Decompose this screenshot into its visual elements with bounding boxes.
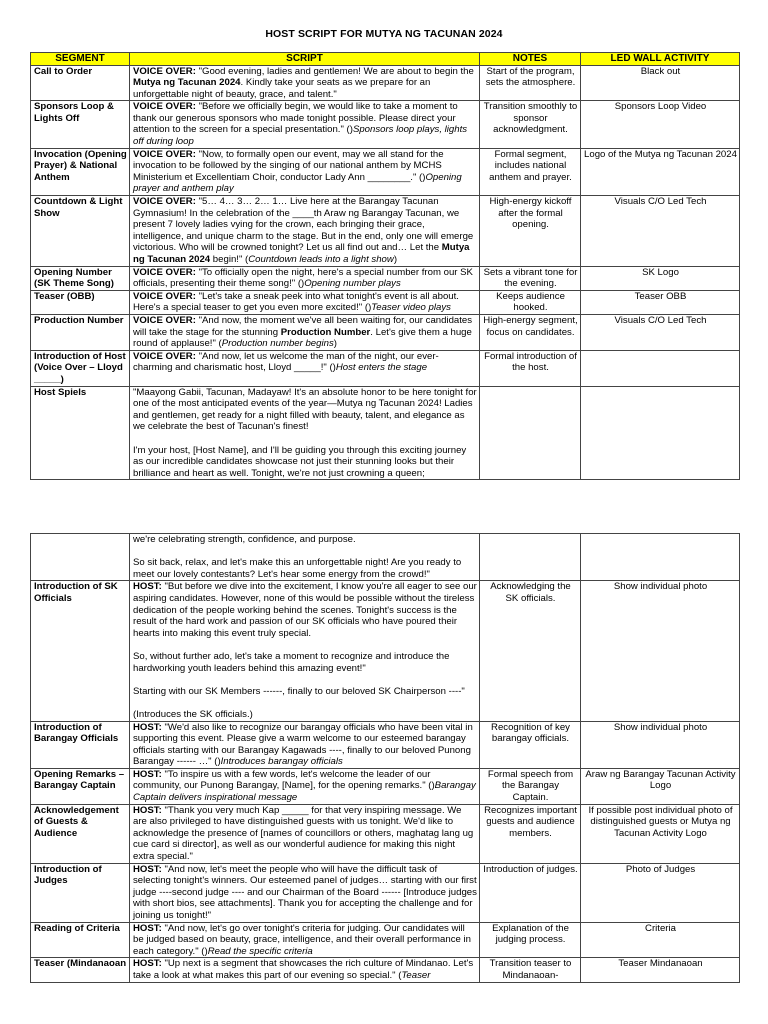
- script-text: . Kindly take your seats as we prepare for an unforgettable night of beauty, grace, and talent.": [133, 77, 431, 100]
- script-text: ): [431, 780, 435, 792]
- script-text: VOICE OVER:: [133, 101, 196, 113]
- led-cell: Show individual photo: [581, 721, 740, 768]
- script-text: "To inspire us with a few words, let's welcome the leader of our community, our Punong Barangay, [Name], for the opening remarks." (: [133, 768, 432, 792]
- script-text: Mutya ng Tacunan 2024: [133, 77, 241, 89]
- script-text: ): [217, 756, 221, 768]
- table-row: [31, 768, 740, 804]
- script-cell: [130, 290, 480, 314]
- segment-cell: Opening Remarks – Barangay Captain: [31, 768, 130, 804]
- led-cell: Sponsors Loop Video: [581, 101, 740, 148]
- table-row: [31, 350, 740, 386]
- segment-cell: Host Spiels: [31, 386, 130, 480]
- script-text: HOST:: [133, 768, 162, 780]
- notes-cell: Transition teaser to Mindanaoan-: [480, 958, 581, 982]
- segment-cell: [31, 534, 130, 581]
- script-text: "And now, let us welcome the man of the night, our ever-charming and charismatic host, Lloyd _____!" (: [133, 350, 439, 374]
- script-cell: [130, 534, 480, 581]
- script-text: "But before we dive into the excitement, I know you're all eager to see our aspiring candidates. However, none of this would be possible without the tireless dedication of the people working behind the scenes. Tonight's success is the result of the hard work and passion of our SK officials who have poured their hearts into making this event truly special.: [133, 581, 477, 639]
- segment-cell: Opening Number (SK Theme Song): [31, 266, 130, 290]
- table-row: [31, 101, 740, 148]
- script-text: ): [422, 171, 426, 183]
- script-text: ): [368, 302, 372, 314]
- led-cell: Visuals C/O Led Tech: [581, 196, 740, 267]
- table-row: [31, 922, 740, 958]
- script-text: VOICE OVER:: [133, 148, 196, 160]
- table-row: [31, 581, 740, 721]
- script-text: "Good evening, ladies and gentlemen! We are about to begin the: [195, 65, 474, 77]
- script-text: begin!" (: [210, 254, 249, 265]
- script-paragraph: Starting with our SK Members ------, finally to our beloved SK Chairperson ----": [133, 685, 465, 697]
- script-cell: [130, 721, 480, 768]
- notes-cell: Formal speech from the Barangay Captain.: [480, 768, 581, 804]
- segment-cell: Introduction of Barangay Officials: [31, 721, 130, 768]
- notes-cell: [480, 386, 581, 480]
- script-cell: [130, 196, 480, 267]
- script-text: Production number begins: [221, 338, 334, 350]
- script-text: Introduces barangay officials: [220, 756, 343, 768]
- script-text: VOICE OVER:: [133, 314, 196, 326]
- script-text: ): [204, 945, 208, 957]
- segment-cell: Sponsors Loop & Lights Off: [31, 101, 130, 148]
- script-text: VOICE OVER:: [133, 196, 196, 208]
- script-text: "5… 4… 3… 2… 1… Live here at the Barangay Tacunan Gymnasium! In the celebration of the ____th Araw ng Barangay Tacunan, we present 7 lovely ladies vying for the crown, each bringing their grace, intelligence, and unique charm to the stage. But in the end, only one will emerge victorious. Who will be crowned tonight? Let us all find out and… Let the: [133, 196, 474, 254]
- script-paragraph: we're celebrating strength, confidence, and purpose.: [133, 534, 356, 545]
- script-cell: [130, 922, 480, 958]
- script-text: Host enters the stage: [335, 362, 428, 374]
- script-paragraph: So sit back, relax, and let's make this an unforgettable night! Are you ready to meet our lovely contestants? Let's hear some energy from the crowd!": [133, 557, 462, 580]
- segment-cell: Production Number: [31, 314, 130, 350]
- script-text: HOST:: [133, 721, 162, 733]
- table-row: [31, 534, 740, 581]
- segment-cell: Introduction of Host (Voice Over – Lloyd _____): [31, 350, 130, 386]
- led-cell: Logo of the Mutya ng Tacunan 2024: [581, 148, 740, 195]
- header-led: LED WALL ACTIVITY: [581, 53, 740, 66]
- script-text: Mutya ng Tacunan 2024: [133, 242, 470, 265]
- script-cell: [130, 65, 480, 101]
- led-cell: Araw ng Barangay Tacunan Activity Logo: [581, 768, 740, 804]
- led-cell: Visuals C/O Led Tech: [581, 314, 740, 350]
- led-cell: Teaser OBB: [581, 290, 740, 314]
- notes-cell: Formal introduction of the host.: [480, 350, 581, 386]
- script-text: Opening prayer and anthem play: [133, 171, 462, 195]
- table-row: [31, 196, 740, 267]
- script-text: HOST:: [133, 804, 162, 816]
- script-paragraph: I'm your host, [Host Name], and I'll be guiding you through this exciting journey as our incredible candidates showcase not just their stunning looks but their brilliance and heart as well. Tonight, we're not just crowning a queen;: [133, 444, 467, 479]
- notes-cell: High-energy segment, focus on candidates.: [480, 314, 581, 350]
- notes-cell: Formal segment, includes national anthem and prayer.: [480, 148, 581, 195]
- script-text: Opening number plays: [304, 278, 401, 290]
- script-cell: [130, 266, 480, 290]
- script-text: "Up next is a segment that showcases the rich culture of Mindanao. Let's take a look at what makes this part of our evening so special." (: [133, 958, 474, 981]
- segment-cell: Countdown & Light Show: [31, 196, 130, 267]
- led-cell: [581, 534, 740, 581]
- script-text: Sponsors loop plays, lights off during loop: [133, 124, 468, 148]
- script-text: "Let's take a sneak peek into what tonight's event is all about. Here's a special teaser to get you even more excited!" (: [133, 290, 459, 314]
- script-table-page-1: [30, 52, 740, 480]
- header-segment: SEGMENT: [31, 53, 130, 66]
- notes-cell: Explanation of the judging process.: [480, 922, 581, 958]
- script-text: "To officially open the night, here's a special number from our SK officials, presenting their theme song!" (: [133, 266, 473, 290]
- led-cell: If possible post individual photo of distinguished guests or Mutya ng Tacunan Activity Logo: [581, 804, 740, 863]
- notes-cell: [480, 534, 581, 581]
- notes-cell: Introduction of judges.: [480, 863, 581, 922]
- segment-cell: Reading of Criteria: [31, 922, 130, 958]
- notes-cell: Recognition of key barangay officials.: [480, 721, 581, 768]
- script-paragraph: (Introduces the SK officials.): [133, 708, 253, 720]
- script-text: ): [333, 338, 337, 350]
- segment-cell: Teaser (OBB): [31, 290, 130, 314]
- script-text: "Thank you very much Kap _____ for that very inspiring message. We are also privileged to have distinguished guests with us tonight. We'd like to acknowledge the presence of [names of councillors or others, maghatag lang ug cue card si director], as well as our wonderful audience for making this night extra special.": [133, 804, 474, 863]
- led-cell: Teaser Mindanaoan: [581, 958, 740, 982]
- table-row: [31, 804, 740, 863]
- script-cell: [130, 863, 480, 922]
- script-cell: [130, 148, 480, 195]
- header-row: [31, 53, 740, 66]
- notes-cell: Transition smoothly to sponsor acknowledgment.: [480, 101, 581, 148]
- script-text: ): [393, 254, 398, 265]
- script-text: ): [332, 362, 336, 374]
- segment-cell: Acknowledgement of Guests & Audience: [31, 804, 130, 863]
- script-cell: [130, 101, 480, 148]
- notes-cell: Acknowledging the SK officials.: [480, 581, 581, 721]
- table-row: [31, 148, 740, 195]
- script-text: HOST:: [133, 863, 162, 875]
- table-row: [31, 314, 740, 350]
- script-text: ): [349, 124, 353, 136]
- notes-cell: Sets a vibrant tone for the evening.: [480, 266, 581, 290]
- segment-cell: Call to Order: [31, 65, 130, 101]
- script-paragraph: "Maayong Gabii, Tacunan, Madayaw! It's an absolute honor to be here tonight for one of the most anticipated events of the year—Mutya ng Tacunan 2024! Ladies and gentlemen, get ready for a night filled with beauty, talent, and elegance as we celebrate the best of Tacunan's finest!: [133, 386, 477, 433]
- script-text: Barangay Captain delivers inspirational message: [133, 780, 476, 804]
- script-text: "Now, to formally open our event, may we all stand for the invocation to be followed by the singing of our national anthem by MCHS Ministerium et Excellentiam Choir, conductor Lady Ann ________." (: [133, 148, 444, 183]
- script-text: ): [301, 278, 305, 290]
- table-row: [31, 863, 740, 922]
- notes-cell: Start of the program, sets the atmosphere.: [480, 65, 581, 101]
- notes-cell: Keeps audience hooked.: [480, 290, 581, 314]
- script-cell: [130, 386, 480, 480]
- led-cell: [581, 350, 740, 386]
- script-text: VOICE OVER:: [133, 290, 196, 302]
- script-cell: [130, 314, 480, 350]
- script-text: "And now, let's go over tonight's criteria for judging. Our candidates will be judged based on beauty, grace, intelligence, and their overall performance in each category." (: [133, 922, 471, 957]
- script-cell: [130, 581, 480, 721]
- header-script: SCRIPT: [130, 53, 480, 66]
- script-text: HOST:: [133, 922, 162, 934]
- segment-cell: Invocation (Opening Prayer) & National Anthem: [31, 148, 130, 195]
- script-cell: [130, 804, 480, 863]
- script-text: "And now, let's meet the people who will have the difficult task of selecting tonight's winners. Our esteemed panel of judges… starting with our first judge ----second judge ---- and our Chairman of the Board ------ [Introduce judges with short bios, see attachments]. Thank you for accepting the challenge and for joining us tonight!": [133, 863, 477, 921]
- script-text: . Let's give them a huge round of applause!" (: [133, 326, 472, 350]
- script-table-page-2: [30, 533, 740, 983]
- notes-cell: High-energy kickoff after the formal opening.: [480, 196, 581, 267]
- script-text: HOST:: [133, 958, 162, 970]
- script-cell: [130, 958, 480, 982]
- script-text: Read the specific criteria: [207, 945, 313, 957]
- table-row: [31, 958, 740, 982]
- led-cell: [581, 386, 740, 480]
- table-row: [31, 266, 740, 290]
- script-text: VOICE OVER:: [133, 266, 196, 278]
- script-cell: [130, 768, 480, 804]
- script-text: "And now, the moment we've all been waiting for, our candidates will take the stage for the stunning: [133, 314, 473, 338]
- script-text: Teaser: [401, 969, 431, 981]
- script-text: "Before we officially begin, we would like to take a moment to thank our generous sponsors who made tonight possible. Please direct your attention to the screen for a special presentation." (: [133, 101, 458, 136]
- script-text: Production Number: [280, 326, 371, 338]
- script-text: VOICE OVER:: [133, 350, 196, 362]
- segment-cell: Teaser (Mindanaoan: [31, 958, 130, 982]
- script-cell: [130, 350, 480, 386]
- led-cell: Black out: [581, 65, 740, 101]
- table-row: [31, 290, 740, 314]
- script-text: HOST:: [133, 581, 162, 593]
- header-notes: NOTES: [480, 53, 581, 66]
- segment-cell: Introduction of SK Officials: [31, 581, 130, 721]
- notes-cell: Recognizes important guests and audience members.: [480, 804, 581, 863]
- led-cell: Show individual photo: [581, 581, 740, 721]
- led-cell: SK Logo: [581, 266, 740, 290]
- script-paragraph: So, without further ado, let's take a moment to recognize and introduce the hardworking youth leaders behind this amazing event!": [133, 650, 450, 674]
- led-cell: Photo of Judges: [581, 863, 740, 922]
- table-row: [31, 65, 740, 101]
- script-text: Countdown leads into a light show: [248, 254, 394, 265]
- segment-cell: Introduction of Judges: [31, 863, 130, 922]
- document-title: HOST SCRIPT FOR MUTYA NG TACUNAN 2024: [265, 28, 503, 40]
- table-row: [31, 386, 740, 480]
- table-row: [31, 721, 740, 768]
- led-cell: Criteria: [581, 922, 740, 958]
- script-text: Teaser video plays: [371, 302, 451, 314]
- script-text: "We'd also like to recognize our barangay officials who have been vital in supporting this event. Please give a warm welcome to our esteemed barangay officials starting with our Barangay Kagawads ----, finally to our beloved Punong Barangay ------ …" (: [133, 721, 473, 768]
- script-text: VOICE OVER:: [133, 65, 196, 77]
